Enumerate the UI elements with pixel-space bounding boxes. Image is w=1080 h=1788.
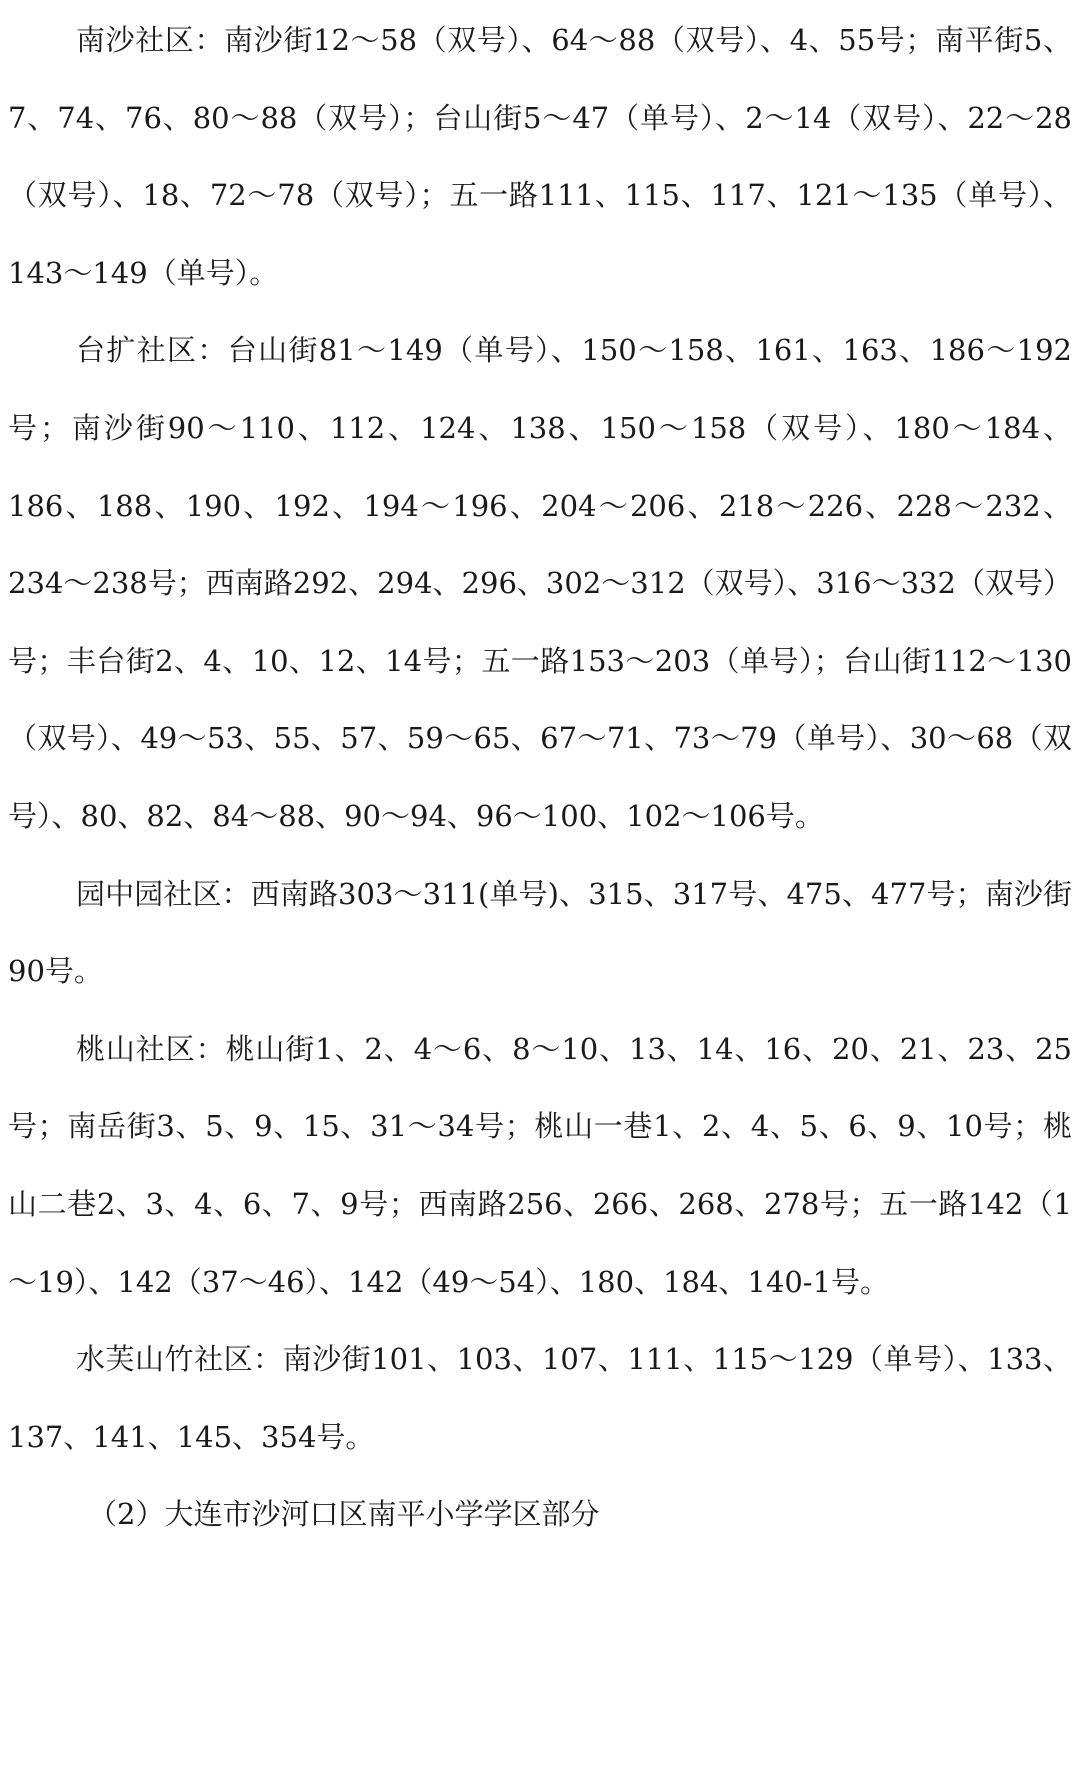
document-body bbox=[8, 2, 1072, 1554]
paragraph-shuifushanzhu-community: 水芙山竹社区：南沙街101、103、107、111、115～129（单号）、133、137、141、145、354号。 bbox=[8, 1342, 1072, 1454]
paragraph-taoshan-community: 桃山社区：桃山街1、2、4～6、8～10、13、14、16、20、21、23、25号；南岳街3、5、9、15、31～34号；桃山一巷1、2、4、5、6、9、10号；桃山二巷2、3、4、6、7、9号；西南路256、266、268、278号；五一路142（1～19）、142（37～46）、142（49～54）、180、184、140-1号。 bbox=[8, 1031, 1072, 1299]
paragraph-taikuo-community: 台扩社区：台山街81～149（单号）、150～158、161、163、186～192号；南沙街90～110、112、124、138、150～158（双号）、180～184、186、188、190、192、194～196、204～206、218～226、228～232、234～238号；西南路292、294、296、302～312（双号）、316～332（双号）号；丰台街2、4、10、12、14号；五一路153～203（单号）；台山街112～130（双号）、49～53、55、57、59～65、67～71、73～79（单号）、30～68（双号）、80、82、84～88、90～94、96～100、102～106号。 bbox=[8, 333, 1072, 833]
paragraph-yuanzhongyuan-community: 园中园社区：西南路303～311(单号)、315、317号、475、477号；南沙街90号。 bbox=[8, 876, 1072, 989]
paragraph-nansha-community: 南沙社区：南沙街12～58（双号）、64～88（双号）、4、55号；南平街5、7、74、76、80～88（双号）；台山街5～47（单号）、2～14（双号）、22～28（双号）、18、72～78（双号）；五一路111、115、117、121～135（单号）、143～149（单号）。 bbox=[8, 23, 1072, 290]
section-heading: （2）大连市沙河口区南平小学学区部分 bbox=[88, 1497, 600, 1532]
